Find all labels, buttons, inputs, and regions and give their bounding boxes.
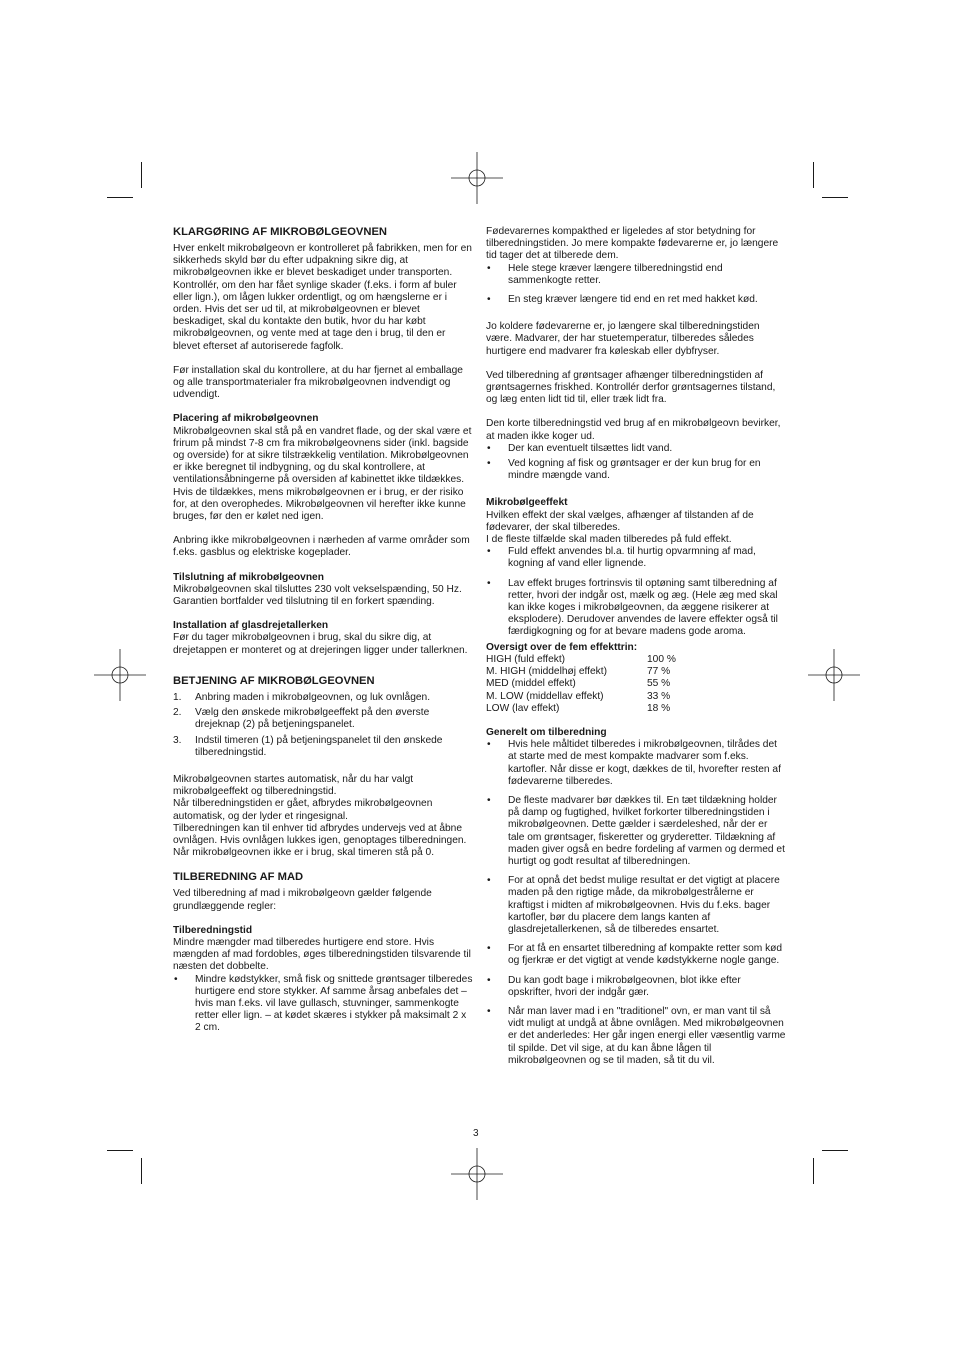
bullet-text: Hvis hele måltidet tilberedes i mikrobølgeovnen, tilrådes det at starte med de mest kompakte madvarer som f.eks. kartofler. Når disse er kogt, dækkes de til, hvorefter resten af fødevarerne tilberedes. xyxy=(508,739,781,787)
level-value: 100 % xyxy=(647,653,676,665)
crop-mark xyxy=(141,1158,142,1184)
bullet-icon: • xyxy=(487,294,491,306)
list-item xyxy=(173,974,473,1035)
list-item xyxy=(486,263,786,287)
bullet-text: Mindre kødstykker, små fisk og snittede grøntsager tilberedes hurtigere end store stykker. Af samme årsag anbefales det – hvis man f.eks. vil lave gullasch, stuvninger, sammenkogte retter eller lign. – at kødet skæres i stykker på maksimalt 2 x 2 cm. xyxy=(195,973,473,1034)
paragraph: Hver enkelt mikrobølgeovn er kontrolleret på fabrikken, men for en sikkerheds skyld bør du efter udpakning sikre dig, at mikrobølgeovnen ikke er blevet beskadiget under transporten. Kontrollér, om den har fået synlige skader (f.eks. i form af buler eller lign.), om lågen lukker ordentligt, og om hængslerne er i orden. Hvis det ser ud til, at mikrobølgeovnen er blevet beskadiget, skal du kontakte den butik, hvor du har købt mikrobølgeovnen, og vente med at tage den i brug, til den er blevet efterset af autoriserede fagfolk. xyxy=(173,243,472,352)
bullet-list xyxy=(486,443,786,483)
paragraph: Jo koldere fødevarerne er, jo længere skal tilberedningstiden være. Madvarer, der har stuetemperatur, tilberedes således hurtigere end madvarer fra køleskab eller dybfryser. xyxy=(486,321,760,357)
bullet-text: De fleste madvarer bør dækkes til. En tæt tildækning holder på damp og fugtighed, hvilket forkorter tilberedningstiden i mikrobølgeovnen. Dette gælder i særdeleshed, når der er tale om grøntsager, fiskeretter og gryderetter. Tildækning af maden giver også en bedre fordeling af varmen og dermed et hurtigt og godt resultat af tilberedningen. xyxy=(508,794,785,867)
power-levels-table xyxy=(486,654,676,715)
bullet-icon: • xyxy=(487,577,491,589)
level-value: 77 % xyxy=(647,666,671,678)
paragraph: Mindre mængder mad tilberedes hurtigere end store. Hvis mængden af mad fordobles, øges tilberedningstiden tilsvarende til næsten det dobbelte. xyxy=(173,936,471,973)
list-item xyxy=(486,1006,786,1067)
paragraph: Den korte tilberedningstid ved brug af en mikrobølgeovn bevirker, at maden ikke koger ud. xyxy=(486,418,781,442)
paragraph: Mikrobølgeovnen skal tilsluttes 230 volt vekselspænding, 50 Hz. Garantien bortfalder ved tilslutning til en forkert spænding. xyxy=(173,583,462,608)
list-item xyxy=(486,739,786,788)
paragraph: Hvilken effekt der skal vælges, afhænger af tilstanden af de fødevarer, der skal tilberedes. xyxy=(486,509,754,533)
bullet-list xyxy=(486,739,786,1067)
bullet-icon: • xyxy=(487,442,491,454)
level-name: M. LOW (middellav effekt) xyxy=(486,690,604,702)
paragraph: Tilberedningen kan til enhver tid afbrydes undervejs ved at åbne ovnlågen. Hvis ovnlågen lukkes igen, genoptages tilberedningen. xyxy=(173,822,467,846)
table-row xyxy=(486,678,676,690)
paragraph: Ved tilberedning af mad i mikrobølgeovn gælder følgende grundlæggende regler: xyxy=(173,888,432,912)
level-name: M. HIGH (middelhøj effekt) xyxy=(486,666,607,678)
list-item xyxy=(173,707,473,731)
step-number: 2. xyxy=(173,707,182,719)
section-title-tilberedning: TILBEREDNING AF MAD xyxy=(173,871,304,884)
bullet-text: Når man laver mad i en "traditionel" ovn, er man vant til så vidt muligt at undgå at åbne ovnlågen. Med mikrobølgeovnen er det anderledes: Her går ingen energi eller væsentlig varme til spilde. Det vil sige, at du kan åbne lågen til mikrobølgeovnen og se til maden, så tit du vil. xyxy=(508,1005,786,1066)
bullet-list xyxy=(486,263,786,307)
level-name: HIGH (fuld effekt) xyxy=(486,653,566,665)
section-title-betjening: BETJENING AF MIKROBØLGEOVNEN xyxy=(173,674,375,687)
bullet-text: For at få en ensartet tilberedning af kompakte retter som kød og fjerkræ er det vigtigt at vende kødstykkerne nogle gange. xyxy=(508,943,783,967)
bullet-list xyxy=(173,974,473,1035)
bullet-icon: • xyxy=(487,794,491,806)
table-row xyxy=(486,666,676,678)
paragraph: I de fleste tilfælde skal maden tilberedes på fuld effekt. xyxy=(486,534,732,546)
crop-mark xyxy=(107,197,133,198)
level-value: 33 % xyxy=(647,690,671,702)
crop-mark xyxy=(141,162,142,188)
bullet-icon: • xyxy=(487,739,491,751)
crop-mark xyxy=(813,1158,814,1184)
paragraph: Fødevarernes kompakthed er ligeledes af stor betydning for tilberedningstiden. Jo mere kompakte fødevarerne er, jo længere tid tager det at tilberede dem. xyxy=(486,226,779,262)
list-item xyxy=(486,943,786,967)
table-row xyxy=(486,703,676,715)
list-item xyxy=(486,294,786,306)
list-item xyxy=(486,458,786,482)
registration-mark-icon xyxy=(808,649,860,701)
bullet-text: Lav effekt bruges fortrinsvis til optøning samt tilberedning af retter, hvori der indgår ost, mælk og æg. (Hele æg med skal kan ikke koges i mikrobølgeovnen, da æggene risikerer at eksplodere). Derudover anvendes de lavere effekter også til færdigkogning og for at bevare madens gode aroma. xyxy=(508,577,778,638)
paragraph: Når mikrobølgeovnen ikke er i brug, skal timeren stå på 0. xyxy=(173,847,435,859)
step-number: 3. xyxy=(173,734,182,746)
bullet-text: Der kan eventuelt tilsættes lidt vand. xyxy=(508,442,673,454)
paragraph: Før installation skal du kontrollere, at du har fjernet al emballage og alle transportmaterialer fra mikrobølgeovnen indvendigt og udvendigt. xyxy=(173,364,463,401)
registration-mark-icon xyxy=(94,649,146,701)
bullet-icon: • xyxy=(487,458,491,470)
subsection-title-generelt: Generelt om tilberedning xyxy=(486,726,607,738)
right-column xyxy=(486,226,786,1070)
crop-mark xyxy=(822,197,848,198)
bullet-icon: • xyxy=(174,973,178,985)
section-title-klargoring: KLARGØRING AF MIKROBØLGEOVNEN xyxy=(173,226,388,238)
step-number: 1. xyxy=(173,691,182,703)
bullet-text: En steg kræver længere tid end en ret med hakket kød. xyxy=(508,294,758,306)
bullet-icon: • xyxy=(487,943,491,955)
level-value: 55 % xyxy=(647,678,671,690)
list-item xyxy=(173,692,473,704)
table-row xyxy=(486,654,676,666)
bullet-text: Hele stege kræver længere tilberedningstid end sammenkogte retter. xyxy=(508,262,723,286)
table-title: Oversigt over de fem effekttrin: xyxy=(486,641,638,653)
bullet-text: For at opnå det bedst mulige resultat er det vigtigt at placere maden på den rigtige måde, da mikrobølgestrålerne er kraftigst i midten af mikrobølgeovnen. Hvis du f.eks. bager kartofler, bør du placere dem langs kanten af glasdrejetallerkenen, så de tilberedes ensartet. xyxy=(508,875,780,935)
registration-mark-icon xyxy=(451,1148,503,1200)
list-item xyxy=(173,735,473,759)
page-number: 3 xyxy=(473,1128,479,1139)
paragraph: Mikrobølgeovnen skal stå på en vandret flade, og der skal være et frirum på mindst 7-8 cm fra mikrobølgeovnens sider (inkl. bagside og overside) for at sikre tilstrækkelig ventilation. Mikrobølgeovnen er ikke beregnet til indbygning, og du skal kontrollere, at ventilationsåbningerne på oversiden af kabinettet ikke tildækkes. Hvis de tildækkes, mens mikrobølgeovnen er i brug, er der risiko for, at den overophedes. Mikrobølgeovnen vil herefter ikke kunne bruges, før den er kølet ned igen. xyxy=(173,425,472,523)
level-name: MED (middel effekt) xyxy=(486,678,576,690)
left-column xyxy=(173,226,473,1038)
registration-mark-icon xyxy=(451,152,503,204)
subsection-title-effekt: Mikrobølgeeffekt xyxy=(486,497,568,509)
paragraph: Før du tager mikrobølgeovnen i brug, skal du sikre dig, at drejetappen er monteret og at drejeringen ligger under tallerknen. xyxy=(173,632,468,656)
paragraph: Mikrobølgeovnen startes automatisk, når du har valgt mikrobølgeeffekt og tilberedningstid. xyxy=(173,773,414,798)
list-item xyxy=(486,975,786,999)
bullet-icon: • xyxy=(487,546,491,558)
crop-mark xyxy=(822,1150,848,1151)
bullet-list xyxy=(486,546,786,638)
level-value: 18 % xyxy=(647,702,671,714)
paragraph: Når tilberedningstiden er gået, afbrydes mikrobølgeovnen automatisk, og der lyder et ringesignal. xyxy=(173,798,433,822)
list-item xyxy=(486,875,786,936)
bullet-icon: • xyxy=(487,875,491,887)
crop-mark xyxy=(107,1150,133,1151)
step-text: Anbring maden i mikrobølgeovnen, og luk ovnlågen. xyxy=(195,691,431,703)
paragraph: Anbring ikke mikrobølgeovnen i nærheden af varme områder som f.eks. gasblus og elektriske kogeplader. xyxy=(173,535,470,559)
subsection-title-placering: Placering af mikrobølgeovnen xyxy=(173,413,319,425)
step-text: Vælg den ønskede mikrobølgeeffekt på den øverste drejeknap (2) på betjeningspanelet. xyxy=(195,707,430,731)
bullet-text: Du kan godt bage i mikrobølgeovnen, blot ikke efter opskrifter, hvori der indgår gær. xyxy=(508,974,741,998)
bullet-text: Ved kogning af fisk og grøntsager er der kun brug for en mindre mængde vand. xyxy=(508,458,761,482)
bullet-icon: • xyxy=(487,1005,491,1017)
list-item xyxy=(486,795,786,868)
step-text: Indstil timeren (1) på betjeningspanelet til den ønskede tilberedningstid. xyxy=(195,734,443,758)
list-item xyxy=(486,546,786,570)
bullet-text: Fuld effekt anvendes bl.a. til hurtig opvarmning af mad, kogning af vand eller lignende. xyxy=(508,546,756,570)
bullet-icon: • xyxy=(487,974,491,986)
steps-list xyxy=(173,692,473,759)
subsection-title-tilberedningstid: Tilberedningstid xyxy=(173,924,253,936)
subsection-title-installation: Installation af glasdrejetallerken xyxy=(173,620,329,632)
paragraph: Ved tilberedning af grøntsager afhænger tilberedningstiden af grøntsagernes friskhed. Kontrollér derfor grøntsagernes tilstand, og læg enten lidt tid til, eller træk lidt fra. xyxy=(486,369,776,406)
bullet-icon: • xyxy=(487,262,491,274)
crop-mark xyxy=(813,162,814,188)
table-row xyxy=(486,691,676,703)
list-item xyxy=(486,443,786,455)
subsection-title-tilslutning: Tilslutning af mikrobølgeovnen xyxy=(173,571,324,583)
level-name: LOW (lav effekt) xyxy=(486,702,560,714)
list-item xyxy=(486,578,786,639)
